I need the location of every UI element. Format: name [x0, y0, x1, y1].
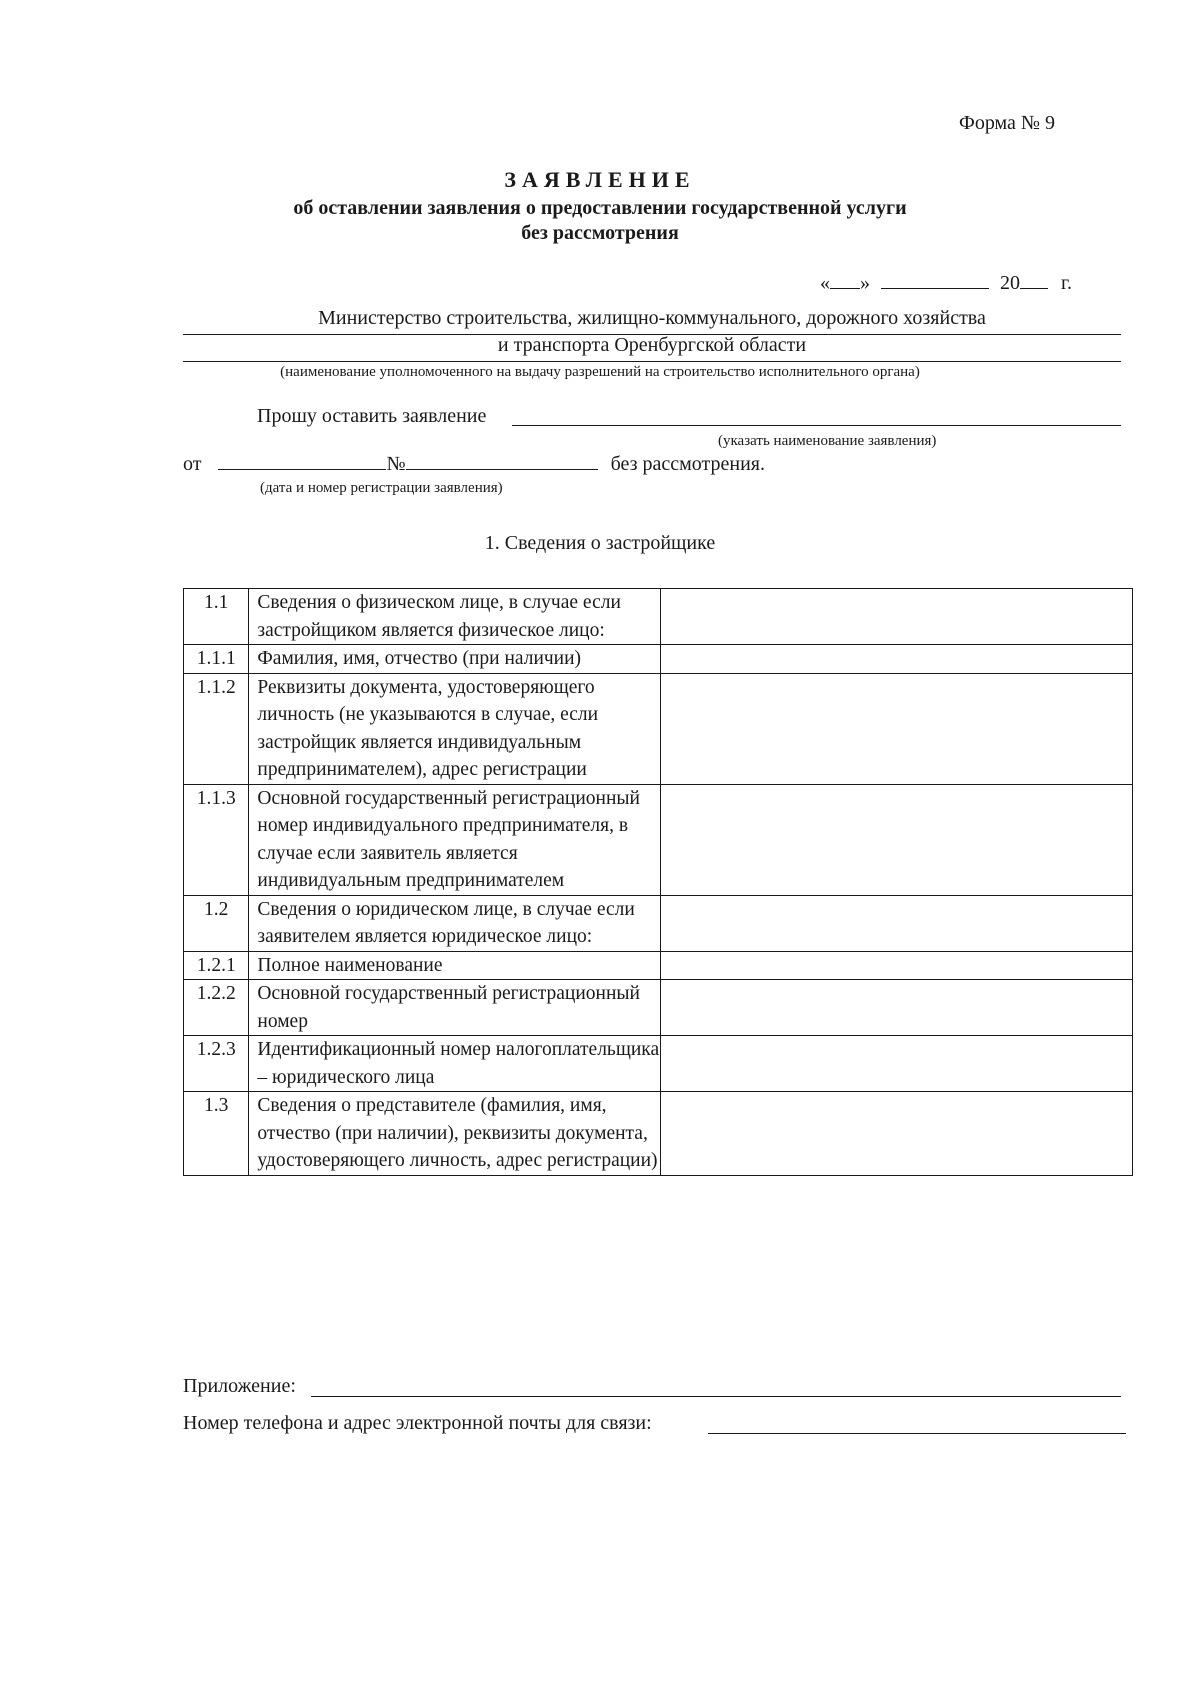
without-review-text: без рассмотрения. [610, 453, 766, 475]
row-label: Основной государственный регистрационный номер [249, 980, 661, 1036]
row-label: Реквизиты документа, удостоверяющего личность (не указываются в случае, если застройщик является индивидуальным предпринимателем), адрес регистрации [249, 673, 661, 784]
row-label: Основной государственный регистрационный номер индивидуального предпринимателя, в случае если заявитель является индивидуальным предпринимателем [249, 784, 661, 895]
recipient-name-line2: и транспорта Оренбургской области [183, 334, 1121, 362]
row-value-field[interactable] [661, 895, 1133, 951]
row-value-field[interactable] [661, 645, 1133, 674]
date-field [820, 272, 1072, 295]
document-title: ЗАЯВЛЕНИЕ [504, 167, 696, 192]
row-number: 1.1.3 [184, 784, 249, 895]
date-year-blank[interactable] [1020, 272, 1048, 289]
row-label: Фамилия, имя, отчество (при наличии) [249, 645, 661, 674]
row-number: 1.2.1 [184, 951, 249, 980]
table-row [184, 784, 1133, 895]
row-value-field[interactable] [661, 980, 1133, 1036]
row-label: Идентификационный номер налогоплательщика – юридического лица [249, 1036, 661, 1092]
application-name-caption: (указать наименование заявления) [718, 433, 937, 449]
recipient-caption: (наименование уполномоченного на выдачу разрешений на строительство исполнительного органа) [280, 364, 920, 380]
row-label: Сведения о юридическом лице, в случае если заявителем является юридическое лицо: [249, 895, 661, 951]
registration-date-field[interactable] [218, 453, 386, 470]
row-number: 1.2 [184, 895, 249, 951]
table-row [184, 980, 1133, 1036]
table-row [184, 1036, 1133, 1092]
table-row [184, 589, 1133, 645]
row-number: 1.2.2 [184, 980, 249, 1036]
document-subtitle-line1: об оставлении заявления о предоставлении государственной услуги [293, 197, 907, 219]
row-value-field[interactable] [661, 1036, 1133, 1092]
form-number: Форма № 9 [959, 112, 1055, 134]
date-year-suffix: г. [1061, 272, 1072, 294]
registration-number-field[interactable] [406, 453, 598, 470]
contact-label: Номер телефона и адрес электронной почты для связи: [183, 1412, 652, 1434]
request-text: Прошу оставить заявление [257, 405, 487, 427]
date-month-blank[interactable] [881, 272, 989, 289]
contact-field[interactable] [708, 1433, 1126, 1434]
table-row [184, 673, 1133, 784]
recipient-name-line1: Министерство строительства, жилищно-коммунального, дорожного хозяйства [183, 307, 1121, 335]
row-value-field[interactable] [661, 673, 1133, 784]
date-year-prefix: 20 [1000, 272, 1021, 294]
table-row [184, 1092, 1133, 1176]
row-label: Сведения о представителе (фамилия, имя, отчество (при наличии), реквизиты документа, удостоверяющего личность, адрес регистрации) [249, 1092, 661, 1176]
row-number: 1.1.2 [184, 673, 249, 784]
row-value-field[interactable] [661, 951, 1133, 980]
section-title: 1. Сведения о застройщике [484, 532, 716, 554]
row-label: Полное наименование [249, 951, 661, 980]
registration-caption: (дата и номер регистрации заявления) [260, 480, 503, 496]
date-day-blank[interactable] [830, 272, 860, 289]
table-row [184, 951, 1133, 980]
row-number: 1.3 [184, 1092, 249, 1176]
from-label: от [183, 453, 202, 475]
date-open-quote: « [820, 272, 831, 294]
row-value-field[interactable] [661, 784, 1133, 895]
row-number: 1.1.1 [184, 645, 249, 674]
row-value-field[interactable] [661, 1092, 1133, 1176]
date-close-quote: » [860, 272, 871, 294]
registration-row [183, 453, 765, 476]
application-name-field[interactable] [512, 425, 1121, 426]
row-label: Сведения о физическом лице, в случае если застройщиком является физическое лицо: [249, 589, 661, 645]
document-subtitle-line2: без рассмотрения [521, 222, 679, 244]
number-label: № [386, 453, 406, 475]
developer-info-table [183, 588, 1133, 1176]
table-row [184, 645, 1133, 674]
row-value-field[interactable] [661, 589, 1133, 645]
annex-field[interactable] [311, 1396, 1121, 1397]
row-number: 1.1 [184, 589, 249, 645]
annex-label: Приложение: [183, 1375, 296, 1397]
row-number: 1.2.3 [184, 1036, 249, 1092]
table-row [184, 895, 1133, 951]
